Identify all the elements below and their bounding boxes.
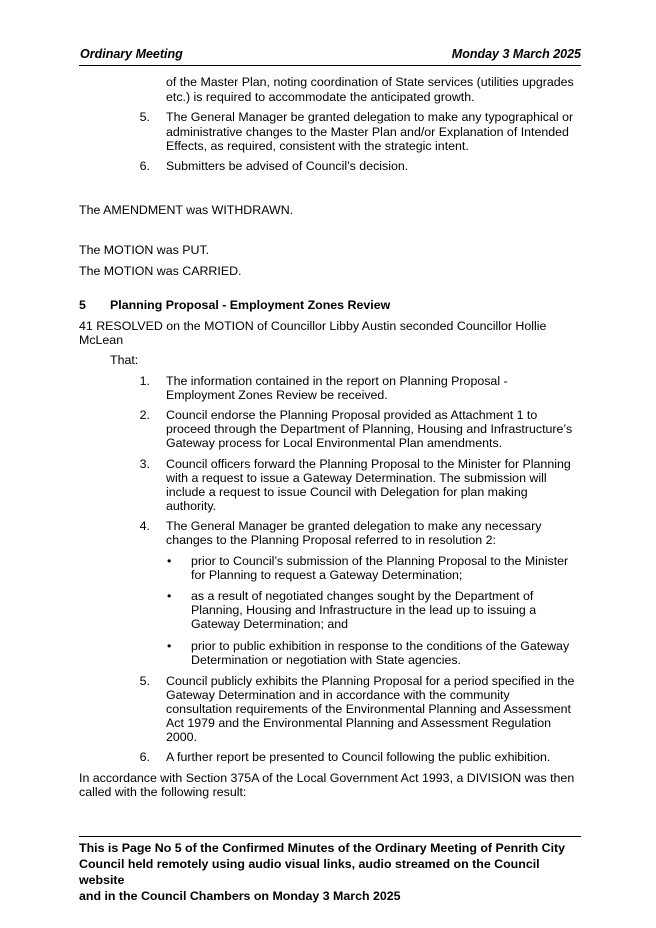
list-item-number: 4. (139, 519, 150, 533)
amendment-status: The AMENDMENT was WITHDRAWN. (79, 203, 294, 217)
list-item-line: The General Manager be granted delegation to make any necessary (166, 519, 542, 533)
bullet-icon: • (167, 554, 172, 568)
list-item-line: Submitters be advised of Council’s decision. (166, 159, 409, 173)
list-item-line: Gateway process for Local Environmental Plan amendments. (166, 436, 503, 450)
list-item-line: proceed through the Department of Planning, Housing and Infrastructure’s (166, 422, 573, 436)
meeting-date: Monday 3 March 2025 (451, 47, 581, 61)
list-item-line: Effects, as required, consistent with the strategic intent. (166, 139, 469, 153)
footer-line: Council held remotely using audio visual links, audio streamed on the Council website (79, 857, 540, 887)
motion-put: The MOTION was PUT. (79, 243, 210, 257)
list-item-number: 1. (139, 374, 150, 388)
section-number: 5 (79, 298, 86, 312)
division-line: called with the following result: (79, 785, 247, 799)
page-footer (79, 836, 581, 904)
resolution-line: 41 RESOLVED on the MOTION of Councillor Libby Austin seconded Councillor Hollie (79, 319, 547, 333)
list-item-number: 3. (139, 457, 150, 471)
bullet-line: Gateway Determination; and (191, 617, 349, 631)
meeting-name: Ordinary Meeting (80, 47, 183, 61)
list-item-line: Gateway Determination and in accordance with the community (166, 688, 510, 702)
list-item-line: changes to the Planning Proposal referred to in resolution 2: (166, 533, 496, 547)
motion-carried: The MOTION was CARRIED. (79, 264, 242, 278)
list-item-line: administrative changes to the Master Plan and/or Explanation of Intended (166, 125, 569, 139)
section-title: Planning Proposal - Employment Zones Review (110, 298, 391, 312)
bullet-line: Determination or negotiation with State agencies. (191, 653, 461, 667)
bullet-line: prior to public exhibition in response to the conditions of the Gateway (191, 639, 570, 653)
continued-line: etc.) is required to accommodate the anticipated growth. (166, 90, 475, 104)
list-item-line: Employment Zones Review be received. (166, 388, 388, 402)
list-item-number: 5. (139, 674, 150, 688)
list-item-line: Council publicly exhibits the Planning Proposal for a period specified in the (166, 674, 575, 688)
footer-line: This is Page No 5 of the Confirmed Minutes of the Ordinary Meeting of Penrith City (79, 841, 566, 855)
list-item-line: Council officers forward the Planning Proposal to the Minister for Planning (166, 457, 571, 471)
bullet-line: for Planning to request a Gateway Determination; (191, 568, 463, 582)
that-label: That: (110, 353, 139, 367)
list-item-line: Council endorse the Planning Proposal provided as Attachment 1 to (166, 408, 538, 422)
list-item-line: include a request to issue Council with Delegation for plan making (166, 485, 528, 499)
page-header (79, 45, 581, 66)
list-item-line: 2000. (166, 730, 198, 744)
bullet-icon: • (167, 589, 172, 603)
bullet-line: as a result of negotiated changes sought by the Department of (191, 589, 534, 603)
list-item-line: consultation requirements of the Environmental Planning and Assessment (166, 702, 571, 716)
list-item-line: Act 1979 and the Environmental Planning and Assessment Regulation (166, 716, 552, 730)
resolution-line: McLean (79, 333, 124, 347)
bullet-line: Planning, Housing and Infrastructure in the lead up to issuing a (191, 603, 537, 617)
list-item-line: The General Manager be granted delegation to make any typographical or (166, 110, 574, 124)
list-item-number: 6. (139, 750, 150, 764)
footer-line: and in the Council Chambers on Monday 3 March 2025 (79, 889, 401, 903)
bullet-line: prior to Council’s submission of the Planning Proposal to the Minister (191, 554, 569, 568)
list-item-number: 6. (139, 159, 150, 173)
list-item-line: The information contained in the report on Planning Proposal - (166, 374, 508, 388)
list-item-line: authority. (166, 499, 217, 513)
list-item-line: with a request to issue a Gateway Determination. The submission will (166, 471, 547, 485)
list-item-number: 2. (139, 408, 150, 422)
list-item-line: A further report be presented to Council following the public exhibition. (166, 750, 551, 764)
continued-line: of the Master Plan, noting coordination of State services (utilities upgrades (166, 75, 574, 89)
list-item-number: 5. (139, 110, 150, 124)
bullet-icon: • (167, 639, 172, 653)
division-line: In accordance with Section 375A of the Local Government Act 1993, a DIVISION was then (79, 771, 575, 785)
